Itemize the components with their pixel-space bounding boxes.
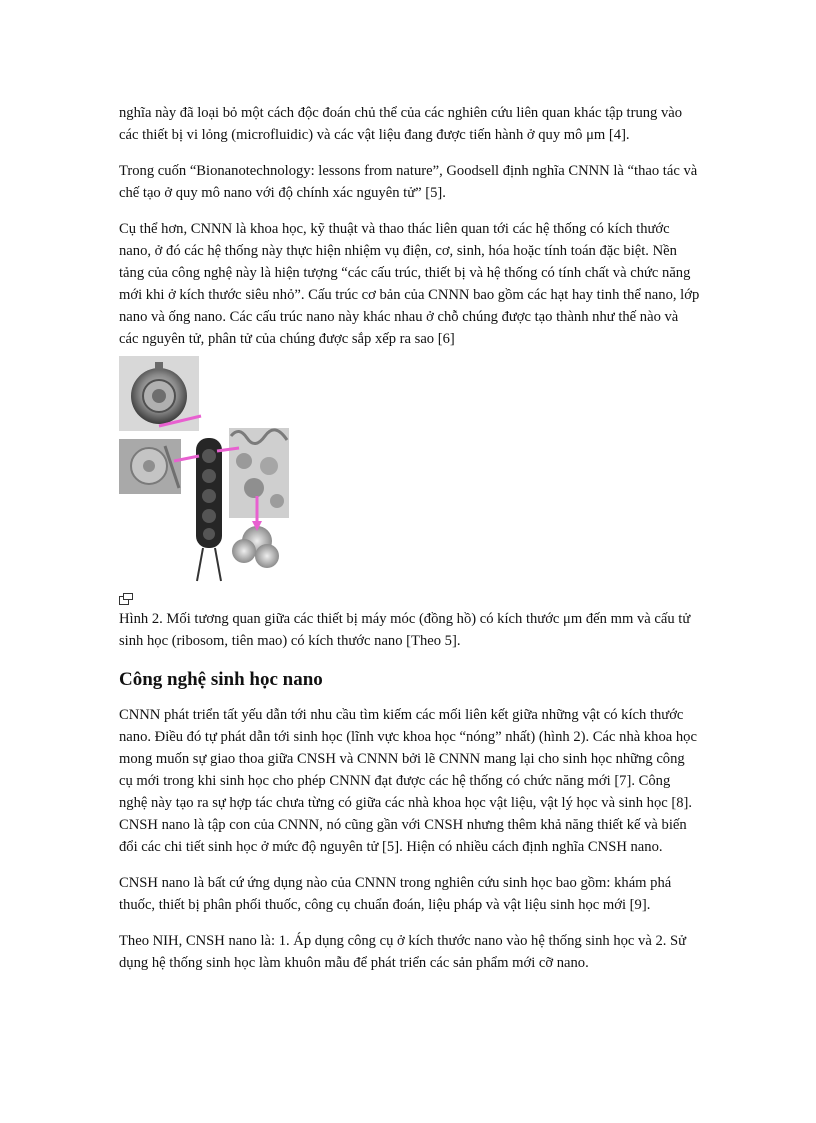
figure-watch-to-ribosome bbox=[119, 356, 294, 586]
paragraph-intro-1: nghĩa này đã loại bỏ một cách độc đoán chủ thể của các nghiên cứu liên quan khác tập trung vào các thiết bị vi lỏng (microfluidic) và các vật liệu đang được tiến hành ở quy mô μm [4]. bbox=[119, 105, 683, 143]
paragraph-intro-3: Cụ thể hơn, CNNN là khoa học, kỹ thuật và thao thác liên quan tới các hệ thống có kích thước nano, ở đó các hệ thống này thực hiện nhiệm vụ điện, cơ, sinh, hóa hoặc tính toán đặc biệt. Nền tảng của công nghệ này là hiện tượng “các cấu trúc, thiết bị và hệ thống có tính chất và chức năng mới khi ở kích thước siêu nhỏ”. Cấu trúc cơ bản của CNNN bao gồm các hạt hay tinh thể nano, lớp nano và ống nano. Các cấu trúc nano này khác nhau ở chỗ chúng được tạo thành như thế nào và các nguyên tử, phân tử của chúng được sắp xếp ra sao [6] bbox=[119, 221, 700, 347]
section-paragraph-3: Theo NIH, CNSH nano là: 1. Áp dụng công cụ ở kích thước nano vào hệ thống sinh học và 2. Sử dụng hệ thống sinh học làm khuôn mẫu để phát triển các sản phẩm mới cỡ nano. bbox=[119, 933, 687, 971]
figure-caption: Hình 2. Mối tương quan giữa các thiết bị máy móc (đồng hồ) có kích thước μm đến mm và cấu tử sinh học (ribosom, tiên mao) có kích thước nano [Theo 5]. bbox=[119, 611, 691, 649]
section-paragraph-2: CNSH nano là bất cứ ứng dụng nào của CNNN trong nghiên cứu sinh học bao gồm: khám phá thuốc, thiết bị phân phối thuốc, công cụ chuẩn đoán, liệu pháp và vật liệu sinh học mới [9]. bbox=[119, 875, 672, 913]
paragraph-intro-2: Trong cuốn “Bionanotechnology: lessons from nature”, Goodsell định nghĩa CNNN là “thao tác và chế tạo ở quy mô nano với độ chính xác nguyên tử” [5]. bbox=[119, 163, 698, 201]
section-paragraph-1: CNNN phát triển tất yếu dẫn tới nhu cầu tìm kiếm các mối liên kết giữa những vật có kích thước nano. Điều đó tự phát dẫn tới sinh học (lĩnh vực khoa học “nóng” nhất) (hình 2). Các nhà khoa học mong muốn sự giao thoa giữa CNSH và CNNN bởi lẽ CNNN mang lại cho sinh học những công cụ mới trong khi sinh học cho phép CNNN đạt được các hệ thống có chức năng mới [7]. Công nghệ này tạo ra sự hợp tác chưa từng có giữa các nhà khoa học vật liệu, vật lý học và sinh học [8]. CNSH nano là tập con của CNNN, nó cũng gần với CNSH nhưng thêm khả năng thiết kế và biến đổi các chi tiết sinh học ở mức độ nguyên tử [5]. Hiện có nhiều cách định nghĩa CNSH nano. bbox=[119, 707, 697, 855]
figure-illustration bbox=[119, 356, 294, 586]
document-page bbox=[119, 102, 701, 988]
section-heading: Công nghệ sinh học nano bbox=[119, 669, 323, 690]
image-placeholder-icon bbox=[119, 592, 701, 606]
